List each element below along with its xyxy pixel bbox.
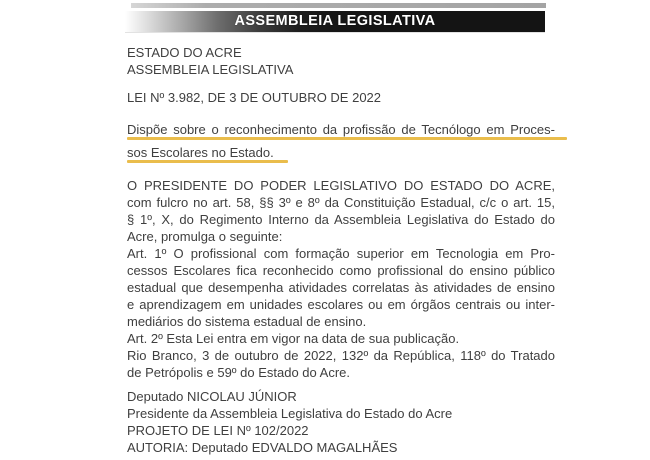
org-line-state: ESTADO DO ACRE (127, 45, 242, 60)
signature-authorship: AUTORIA: Deputado EDVALDO MAGALHÃES (127, 440, 398, 455)
banner-title: ASSEMBLEIA LEGISLATIVA (234, 13, 436, 29)
body-line: Art. 2º Esta Lei entra em vigor na data de sua publicação. (127, 331, 460, 346)
signature-role: Presidente da Assembleia Legislativa do Estado do Acre (127, 406, 453, 421)
body-line: cessos Escolares fica reconhecido como profissional do ensino público (127, 263, 555, 278)
signature-project: PROJETO DE LEI Nº 102/2022 (127, 423, 309, 438)
org-line-assembly: ASSEMBLEIA LEGISLATIVA (127, 62, 294, 77)
body-line: Art. 1º O profissional com formação superior em Tecnologia em Pro- (127, 246, 555, 261)
ementa-text-line2: sos Escolares no Estado. (127, 145, 274, 160)
body-line: Rio Branco, 3 de outubro de 2022, 132º da República, 118º do Tratado (127, 348, 555, 363)
highlight-underline (127, 160, 288, 163)
law-body (127, 177, 555, 381)
body-line: e aprendizagem em unidades escolares ou em órgãos centrais ou inter- (127, 297, 555, 312)
body-line: Acre, promulga o seguinte: (127, 229, 283, 244)
body-line: estadual que desempenha atividades correlatas às atividades de ensino (127, 280, 555, 295)
highlight-underline (127, 137, 567, 140)
signature-name: Deputado NICOLAU JÚNIOR (127, 389, 297, 404)
body-line: com fulcro no art. 58, §§ 3º e 8º da Constituição Estadual, c/c o art. 15, (127, 195, 555, 210)
ementa-line (127, 121, 555, 144)
ementa-text-line1: Dispõe sobre o reconhecimento da profissão de Tecnólogo em Proces- (127, 122, 555, 137)
header-banner (125, 11, 545, 33)
signature-block (127, 388, 555, 456)
body-line: § 1º, X, do Regimento Interno da Assembleia Legislativa do Estado do (127, 212, 555, 227)
body-line: de Petrópolis e 59º do Estado do Acre. (127, 365, 351, 380)
banner-top-strip (131, 3, 546, 8)
body-line: mediários do sistema estadual de ensino. (127, 314, 367, 329)
law-title: LEI Nº 3.982, DE 3 DE OUTUBRO DE 2022 (127, 90, 382, 105)
org-heading (127, 44, 555, 78)
ementa-line (127, 144, 555, 167)
law-title-block (127, 89, 555, 106)
ementa-block (127, 121, 555, 167)
body-line: O PRESIDENTE DO PODER LEGISLATIVO DO ESTADO DO ACRE, (127, 178, 555, 193)
